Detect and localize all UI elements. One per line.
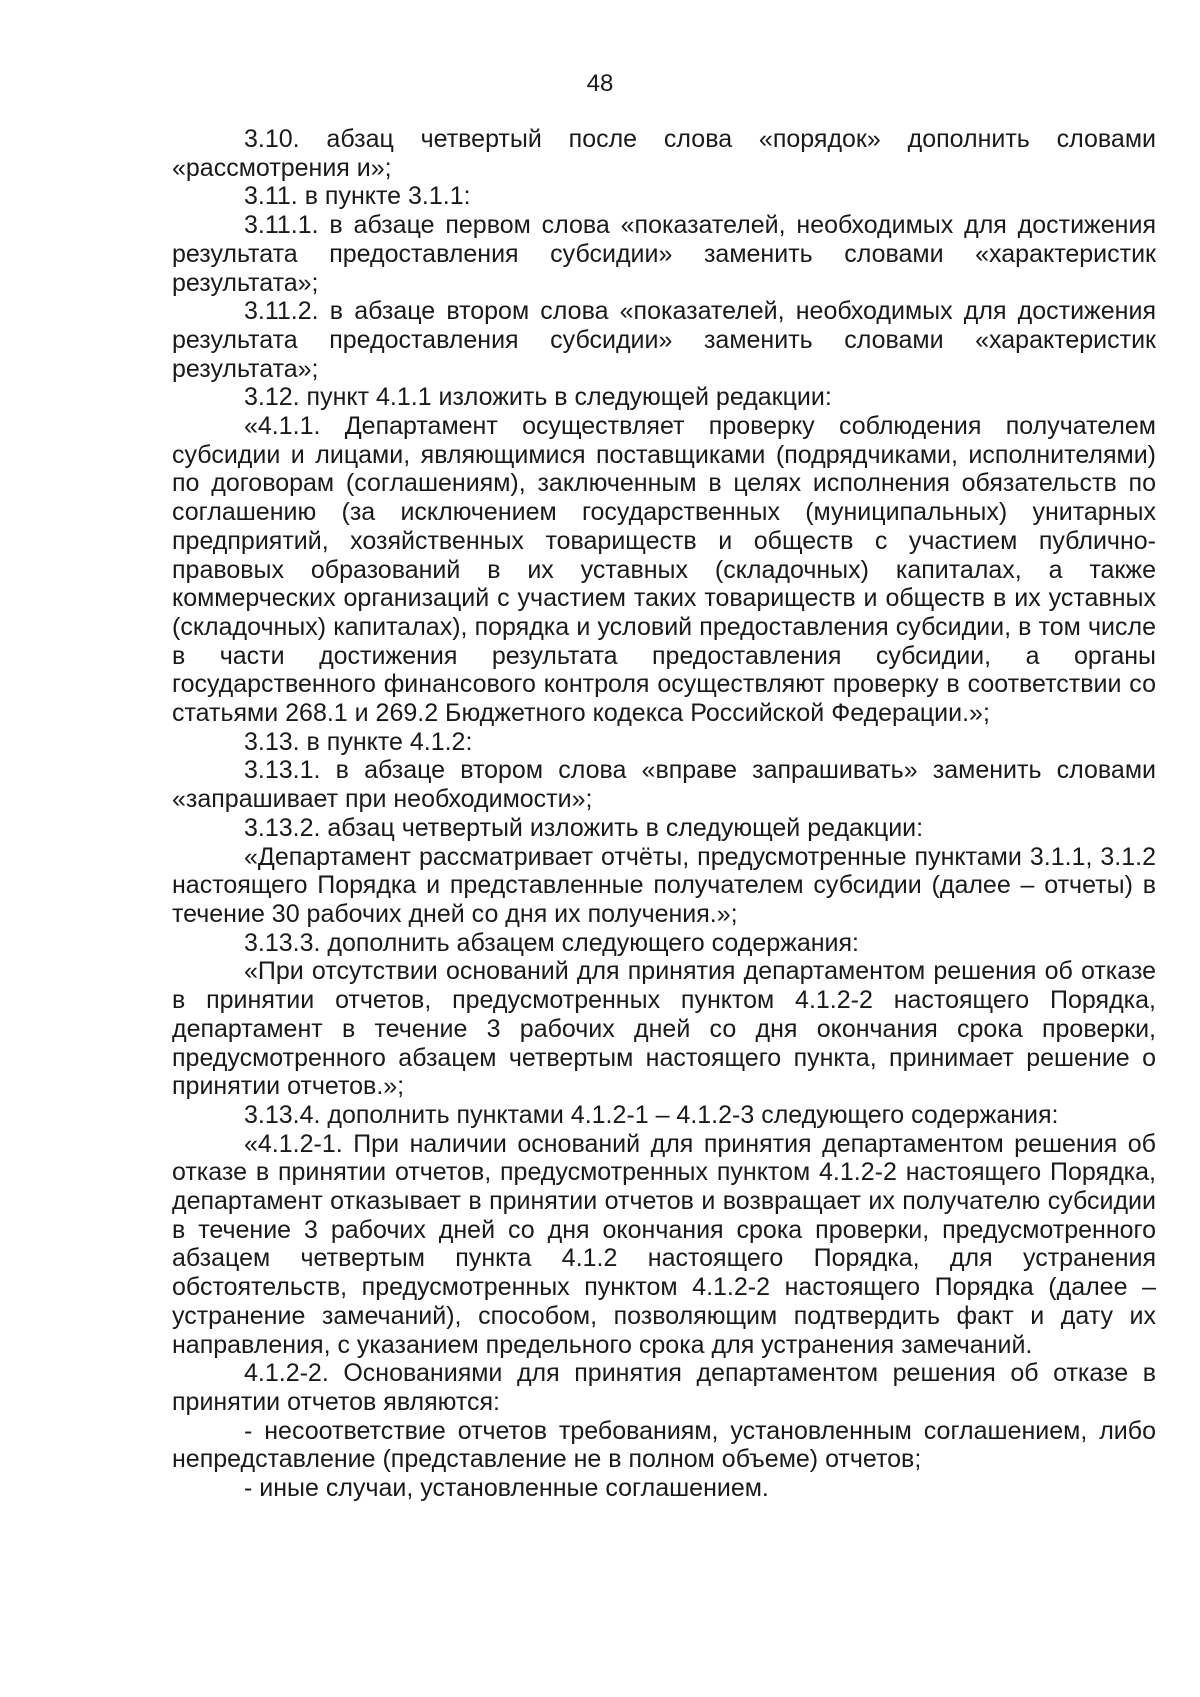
paragraph-3-11-1: 3.11.1. в абзаце первом слова «показателей, необходимых для достижения результата предоставления субсидии» заменить словами «характеристик результата»;: [172, 211, 1156, 297]
document-body: [172, 125, 1156, 1503]
paragraph-department-reviews: «Департамент рассматривает отчёты, предусмотренные пунктами 3.1.1, 3.1.2 настоящего Порядка и представленные получателем субсидии (далее – отчеты) в течение 30 рабочих дней со дня их получения.»;: [172, 842, 1156, 928]
paragraph-3-13-1: 3.13.1. в абзаце втором слова «вправе запрашивать» заменить словами «запрашивает при необходимости»;: [172, 756, 1156, 814]
paragraph-3-13: 3.13. в пункте 4.1.2:: [244, 727, 473, 756]
paragraph-3-12: 3.12. пункт 4.1.1 изложить в следующей редакции:: [244, 383, 832, 412]
paragraph-4-1-2-1: «4.1.2-1. При наличии оснований для принятия департаментом решения об отказе в принятии отчетов, предусмотренных пунктом 4.1.2-2 настоящего Порядка, департамент отказывает в принятии отчетов и возвращает их получателю субсидии в течение 3 рабочих дней со дня окончания срока проверки, предусмотренного абзацем четвертым пункта 4.1.2 настоящего Порядка, для устранения обстоятельств, предусмотренных пунктом 4.1.2-2 настоящего Порядка (далее – устранение замечаний), способом, позволяющим подтвердить факт и дату их направления, с указанием предельного срока для устранения замечаний.: [172, 1129, 1156, 1359]
paragraph-4-1-1-text: «4.1.1. Департамент осуществляет проверку соблюдения получателем субсидии и лицами, являющимися поставщиками (подрядчиками, исполнителями) по договорам (соглашениям), заключенным в целях исполнения обязательств по соглашению (за исключением государственных (муниципальных) унитарных предприятий, хозяйственных товариществ и обществ с участием публично-правовых образований в их уставных (складочных) капиталах, а также коммерческих организаций с участием таких товариществ и обществ в их уставных (складочных) капиталах), порядка и условий предоставления субсидии, в том числе в части достижения результата предоставления субсидии, а органы государственного финансового контроля осуществляют проверку в соответствии со статьями 268.1 и 269.2 Бюджетного кодекса Российской Федерации.»;: [172, 412, 1156, 728]
paragraph-3-13-2: 3.13.2. абзац четвертый изложить в следующей редакции:: [244, 813, 924, 842]
paragraph-3-11-2: 3.11.2. в абзаце втором слова «показателей, необходимых для достижения результата предоставления субсидии» заменить словами «характеристик результата»;: [172, 297, 1156, 383]
paragraph-4-1-2-2: 4.1.2-2. Основаниями для принятия департаментом решения об отказе в принятии отчетов являются:: [172, 1359, 1156, 1416]
paragraph-3-13-4: 3.13.4. дополнить пунктами 4.1.2-1 – 4.1.2-3 следующего содержания:: [244, 1100, 1059, 1129]
list-item-nonconformity: - несоответствие отчетов требованиям, установленным соглашением, либо непредставление (представление не в полном объеме) отчетов;: [172, 1416, 1156, 1474]
paragraph-3-13-3: 3.13.3. дополнить абзацем следующего содержания:: [244, 928, 859, 957]
paragraph-3-10: 3.10. абзац четвертый после слова «порядок» дополнить словами «рассмотрения и»;: [172, 125, 1156, 182]
paragraph-no-grounds: «При отсутствии оснований для принятия департаментом решения об отказе в принятии отчетов, предусмотренных пунктом 4.1.2-2 настоящего Порядка, департамент в течение 3 рабочих дней со дня окончания срока проверки, предусмотренного абзацем четвертым настоящего пункта, принимает решение о принятии отчетов.»;: [172, 957, 1156, 1101]
paragraph-3-11: 3.11. в пункте 3.1.1:: [244, 182, 471, 211]
page-number: 48: [586, 70, 614, 97]
list-item-other-cases: - иные случаи, установленные соглашением.: [244, 1474, 769, 1503]
